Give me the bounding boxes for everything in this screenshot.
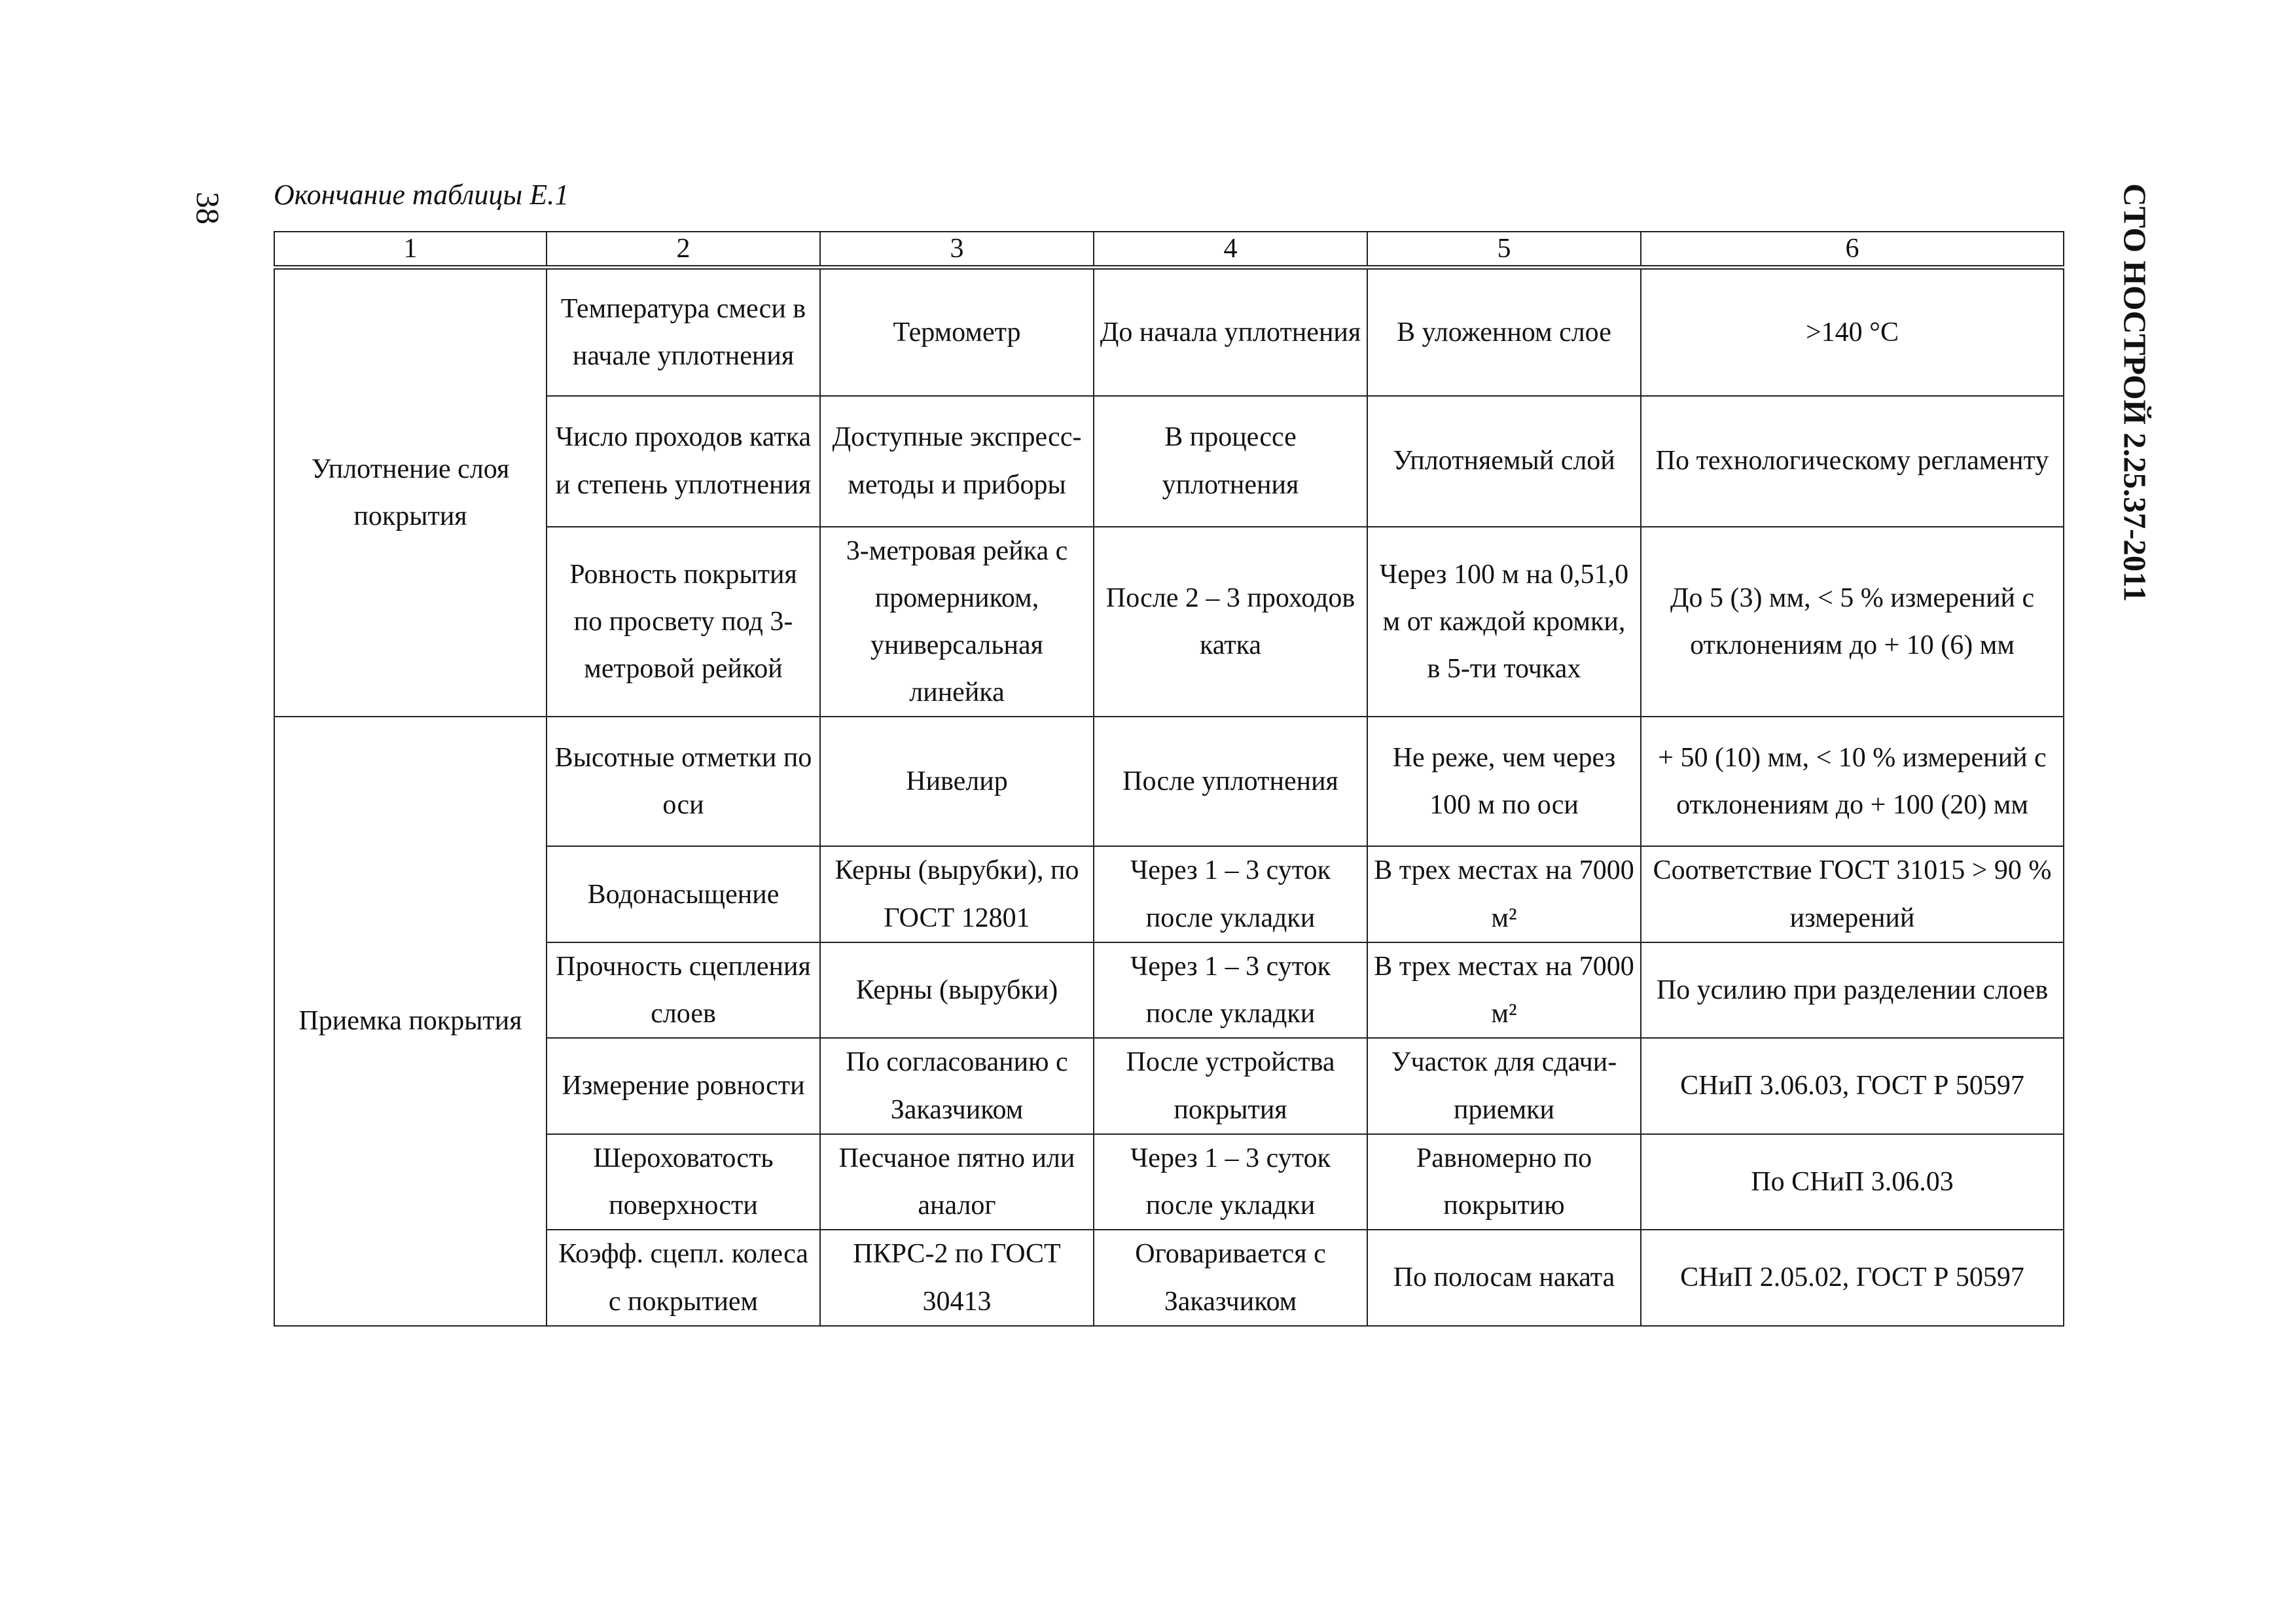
table-cell: По усилию при разделении слоев bbox=[1641, 942, 2064, 1038]
table-cell: Водонасыщение bbox=[547, 846, 820, 942]
header-cell: 5 bbox=[1367, 232, 1641, 268]
table-cell: Через 1 – 3 суток после укладки bbox=[1094, 1134, 1367, 1230]
table-cell: После устройства покрытия bbox=[1094, 1038, 1367, 1133]
table-cell: По согласованию с Заказчиком bbox=[820, 1038, 1094, 1133]
table-cell: Керны (вырубки) bbox=[820, 942, 1094, 1038]
header-cell: 6 bbox=[1641, 232, 2064, 268]
table-cell: >140 °С bbox=[1641, 268, 2064, 396]
table-cell: Высотные отметки по оси bbox=[547, 717, 820, 846]
table-cell: После 2 – 3 проходов катка bbox=[1094, 527, 1367, 717]
table-cell: Коэфф. сцепл. колеса с покрытием bbox=[547, 1230, 820, 1325]
table-cell: Равномерно по покрытию bbox=[1367, 1134, 1641, 1230]
table-cell: + 50 (10) мм, < 10 % измерений с отклонениям до + 100 (20) мм bbox=[1641, 717, 2064, 846]
table-cell: Число проходов катка и степень уплотнения bbox=[547, 396, 820, 527]
table-cell: В уложенном слое bbox=[1367, 268, 1641, 396]
table-cell: Нивелир bbox=[820, 717, 1094, 846]
group-label: Приемка покрытия bbox=[274, 717, 547, 1325]
table-cell: 3-метровая рейка с промерником, универсальная линейка bbox=[820, 527, 1094, 717]
table-row bbox=[274, 717, 2064, 846]
table-cell: После уплотнения bbox=[1094, 717, 1367, 846]
table-cell: До 5 (3) мм, < 5 % измерений с отклонениям до + 10 (6) мм bbox=[1641, 527, 2064, 717]
table-cell: Ровность покрытия по просвету под 3-метровой рейкой bbox=[547, 527, 820, 717]
table-cell: По технологическому регламенту bbox=[1641, 396, 2064, 527]
header-cell: 1 bbox=[274, 232, 547, 268]
table-header-row bbox=[274, 232, 2064, 268]
table-cell: В трех местах на 7000 м² bbox=[1367, 942, 1641, 1038]
page-number bbox=[190, 192, 226, 224]
table-cell: Не реже, чем через 100 м по оси bbox=[1367, 717, 1641, 846]
table-cell: СНиП 3.06.03, ГОСТ Р 50597 bbox=[1641, 1038, 2064, 1133]
table-cell: Доступные экспресс-методы и приборы bbox=[820, 396, 1094, 527]
table-cell: ПКРС-2 по ГОСТ 30413 bbox=[820, 1230, 1094, 1325]
table-cell: По полосам наката bbox=[1367, 1230, 1641, 1325]
header-cell: 4 bbox=[1094, 232, 1367, 268]
table-cell: Уплотняемый слой bbox=[1367, 396, 1641, 527]
document-code bbox=[2117, 183, 2153, 602]
inspection-table bbox=[274, 231, 2064, 1327]
table-cell: Соответствие ГОСТ 31015 > 90 % измерений bbox=[1641, 846, 2064, 942]
page-number-text: 38 bbox=[190, 192, 226, 224]
table-cell: Шероховатость поверхности bbox=[547, 1134, 820, 1230]
table-row bbox=[274, 268, 2064, 396]
table-cell: В процессе уплотнения bbox=[1094, 396, 1367, 527]
table-cell: Через 100 м на 0,51,0 м от каждой кромки, в 5-ти точках bbox=[1367, 527, 1641, 717]
table-cell: До начала уплотнения bbox=[1094, 268, 1367, 396]
table-cell: Оговаривается с Заказчиком bbox=[1094, 1230, 1367, 1325]
group-label: Уплотнение слоя покрытия bbox=[274, 268, 547, 717]
table-cell: Керны (вырубки), по ГОСТ 12801 bbox=[820, 846, 1094, 942]
table-caption: Окончание таблицы Е.1 bbox=[274, 179, 569, 211]
table-cell: Песчаное пятно или аналог bbox=[820, 1134, 1094, 1230]
table-cell: Через 1 – 3 суток после укладки bbox=[1094, 846, 1367, 942]
table-cell: По СНиП 3.06.03 bbox=[1641, 1134, 2064, 1230]
table-cell: Прочность сцепления слоев bbox=[547, 942, 820, 1038]
table-cell: Температура смеси в начале уплотнения bbox=[547, 268, 820, 396]
header-cell: 2 bbox=[547, 232, 820, 268]
document-code-text: СТО НОСТРОЙ 2.25.37-2011 bbox=[2117, 183, 2153, 602]
table-cell: Участок для сдачи-приемки bbox=[1367, 1038, 1641, 1133]
header-cell: 3 bbox=[820, 232, 1094, 268]
table-cell: Измерение ровности bbox=[547, 1038, 820, 1133]
table-cell: Термометр bbox=[820, 268, 1094, 396]
table-cell: В трех местах на 7000 м² bbox=[1367, 846, 1641, 942]
table-cell: СНиП 2.05.02, ГОСТ Р 50597 bbox=[1641, 1230, 2064, 1325]
table-cell: Через 1 – 3 суток после укладки bbox=[1094, 942, 1367, 1038]
